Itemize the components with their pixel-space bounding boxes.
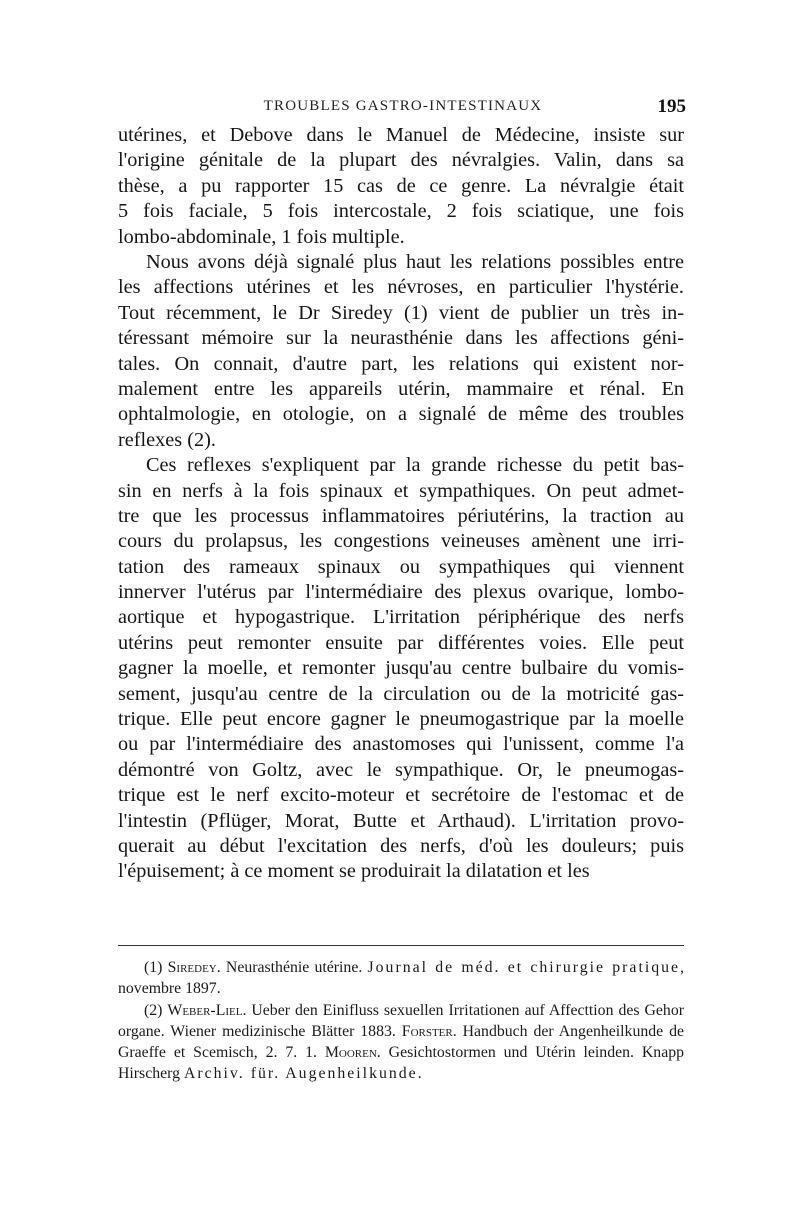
text-line: aortique et hypogastrique. L'irritation périphérique des nerfs <box>118 606 684 629</box>
text-line: innerver l'utérus par l'intermédiaire des plexus ovarique, lombo- <box>118 581 684 604</box>
text-line: trique. Elle peut encore gagner le pneumogastrique par la moelle <box>118 708 684 731</box>
text-line: l'intestin (Pflüger, Morat, Butte et Arthaud). L'irritation provo- <box>118 809 684 832</box>
paragraph <box>118 453 684 885</box>
text-line: utérins peut remonter ensuite par différentes voies. Elle peut <box>118 631 684 654</box>
page-number: 195 <box>657 96 686 117</box>
footnote-marker: (2) <box>144 1001 163 1019</box>
text-line: téressant mémoire sur la neurasthénie dans les affections géni- <box>118 327 684 350</box>
footnote-text: Handbuch der Angenheilkunde de Graeffe et Scemisch, 2. 7. 1. <box>118 1022 684 1062</box>
footnote-journal: Archiv. für. Augenheilkunde <box>183 1065 418 1083</box>
footnote-1 <box>118 957 684 1000</box>
text-line: lombo-abdominale, 1 fois multiple. <box>118 225 405 248</box>
footnote-text: . <box>417 1065 422 1083</box>
text-line: tales. On connait, d'autre part, les relations qui existent nor- <box>118 352 684 375</box>
text-line: sin en nerfs à la fois spinaux et sympathiques. On peut admet- <box>118 479 684 502</box>
paragraph <box>118 250 684 453</box>
text-line: Nous avons déjà signalé plus haut les relations possibles entre <box>146 250 684 273</box>
footnote-2 <box>118 1000 684 1085</box>
footnote-author: Siredey. <box>167 959 221 976</box>
footnotes <box>118 957 684 1085</box>
text-line: 5 fois faciale, 5 fois intercostale, 2 fois sciatique, une fois <box>118 200 684 223</box>
page-header <box>118 96 688 120</box>
running-title: TROUBLES GASTRO-INTESTINAUX <box>263 98 543 114</box>
footnote-text: Neurasthénie utérine. <box>220 959 368 976</box>
body-text <box>118 123 684 885</box>
text-line: cours du prolapsus, les congestions veineuses amènent une irri- <box>118 530 684 553</box>
footnote-author: Forster. <box>401 1022 457 1040</box>
footnote-text: Gesichtostormen und Utérin leinden. Knapp Hirscherg <box>118 1044 684 1083</box>
text-line: utérines, et Debove dans le Manuel de Médecine, insiste sur <box>118 124 684 146</box>
text-line: tation des rameaux spinaux ou sympathiques qui viennent <box>118 555 684 578</box>
footnote-journal: Journal de méd. et chirurgie pratique <box>367 959 681 976</box>
paragraph <box>118 123 684 250</box>
text-line: gagner la moelle, et remonter jusqu'au centre bulbaire du vomis- <box>118 657 684 680</box>
text-line: démontré von Goltz, avec le sympathique. Or, le pneumogas- <box>118 758 684 781</box>
text-line: tre que les processus inflammatoires périutérins, la traction au <box>118 504 684 527</box>
text-line: trique est le nerf excito-moteur et secrétoire de l'estomac et de <box>118 784 684 807</box>
footnote-separator <box>118 945 684 946</box>
text-line: querait au début l'excitation des nerfs, d'où les douleurs; puis <box>118 834 684 857</box>
text-line: ou par l'intermédiaire des anastomoses qui l'unissent, comme l'a <box>118 733 684 756</box>
footnote-text: , novembre 1897. <box>118 959 684 998</box>
text-line: reflexes (2). <box>118 428 216 451</box>
text-line: malement entre les appareils utérin, mammaire et rénal. En <box>118 377 684 400</box>
footnote-text: Ueber den Einifluss sexuellen Irritationen auf Affecttion des Gehor organe. Wiener medizinische Blätter 1883. <box>118 1001 684 1040</box>
text-line: thèse, a pu rapporter 15 cas de ce genre. La névralgie était <box>118 174 684 197</box>
footnote-marker: (1) <box>144 959 163 976</box>
text-line: Ces reflexes s'expliquent par la grande richesse du petit bas- <box>146 454 684 477</box>
text-line: l'origine génitale de la plupart des névralgies. Valin, dans sa <box>118 149 684 172</box>
text-line: l'épuisement; à ce moment se produirait la dilatation et les <box>118 860 590 883</box>
text-line: sement, jusqu'au centre de la circulation ou de la motricité gas- <box>118 682 684 705</box>
text-line: Tout récemment, le Dr Siredey (1) vient de publier un très in- <box>118 301 684 324</box>
text-line: ophtalmologie, en otologie, on a signalé de même des troubles <box>118 403 684 426</box>
footnote-author: Mooren. <box>324 1044 381 1062</box>
footnote-author: Weber-Liel. <box>167 1001 247 1019</box>
text-line: les affections utérines et les névroses, en particulier l'hystérie. <box>118 276 684 299</box>
